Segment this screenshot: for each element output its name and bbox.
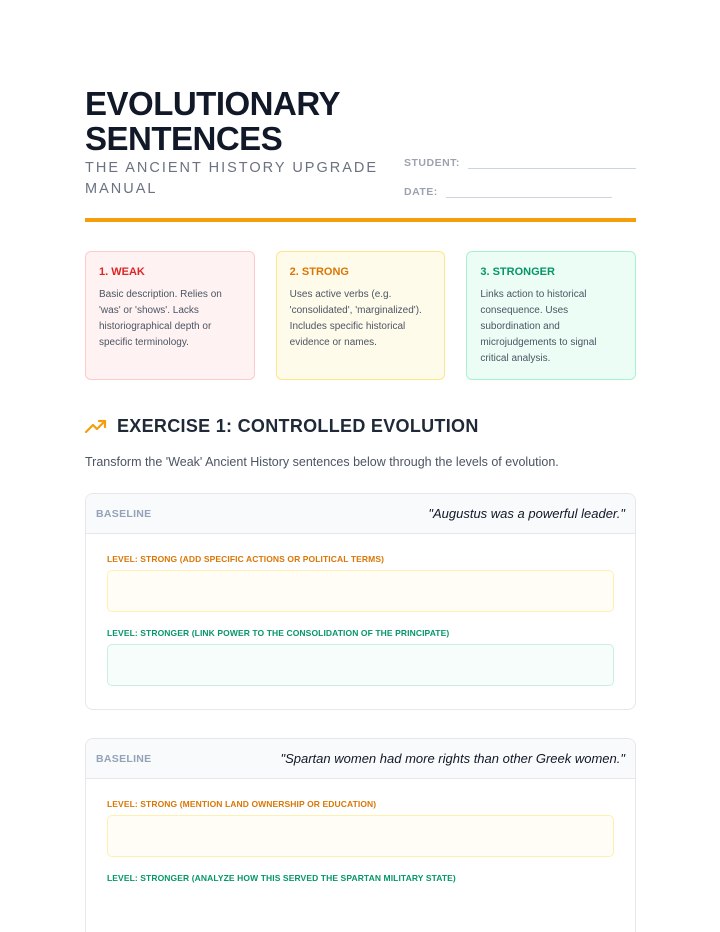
exercise-heading [85, 416, 479, 437]
strong-answer-box[interactable] [107, 815, 614, 857]
level-card-strong [276, 251, 446, 380]
exercise-instructions: Transform the 'Weak' Ancient History sentences below through the levels of evolution. [85, 455, 559, 469]
task-body [86, 534, 635, 710]
task-body [86, 779, 635, 909]
strong-level-label: LEVEL: STRONG (MENTION LAND OWNERSHIP OR EDUCATION) [107, 799, 377, 809]
baseline-sentence: "Augustus was a powerful leader." [428, 506, 625, 521]
baseline-sentence: "Spartan women had more rights than other Greek women." [280, 751, 625, 766]
exercise-title: EXERCISE 1: CONTROLLED EVOLUTION [117, 416, 479, 436]
student-field[interactable] [468, 157, 636, 169]
task-card [85, 493, 636, 710]
baseline-label: BASELINE [96, 752, 152, 765]
level-title: 2. STRONG [289, 266, 349, 278]
date-label: DATE: [404, 186, 438, 198]
task-baseline [86, 739, 635, 779]
student-label: STUDENT: [404, 157, 460, 169]
stronger-answer-box[interactable] [107, 644, 614, 686]
level-title: 3. STRONGER [480, 266, 555, 278]
level-description: Basic description. Relies on 'was' or 'shows'. Lacks historiographical depth or specific terminology. [99, 289, 222, 348]
level-guide [85, 251, 636, 380]
header-divider [85, 218, 636, 222]
strong-answer-box[interactable] [107, 570, 614, 612]
task-card [85, 738, 636, 932]
trending-up-icon [85, 419, 107, 435]
stronger-level-label: LEVEL: STRONGER (ANALYZE HOW THIS SERVED THE SPARTAN MILITARY STATE) [107, 873, 456, 883]
level-title: 1. WEAK [99, 266, 145, 278]
student-row [404, 151, 636, 169]
page-subtitle: THE ANCIENT HISTORY UPGRADE MANUAL [85, 160, 379, 197]
date-field[interactable] [446, 186, 612, 198]
level-description: Uses active verbs (e.g. 'consolidated', 'marginalized'). Includes specific historical evidence or names. [289, 289, 422, 348]
level-card-stronger [466, 251, 636, 380]
level-description: Links action to historical consequence. Uses subordination and microjudgements to signal critical analysis. [480, 289, 597, 364]
page-header [85, 86, 636, 200]
level-card-weak [85, 251, 255, 380]
date-row [404, 180, 612, 198]
baseline-label: BASELINE [96, 507, 152, 520]
task-baseline [86, 494, 635, 534]
stronger-level-label: LEVEL: STRONGER (LINK POWER TO THE CONSOLIDATION OF THE PRINCIPATE) [107, 628, 450, 638]
strong-level-label: LEVEL: STRONG (ADD SPECIFIC ACTIONS OR POLITICAL TERMS) [107, 554, 385, 564]
student-meta [404, 151, 636, 209]
page-title: EVOLUTIONARY SENTENCES [85, 85, 340, 157]
